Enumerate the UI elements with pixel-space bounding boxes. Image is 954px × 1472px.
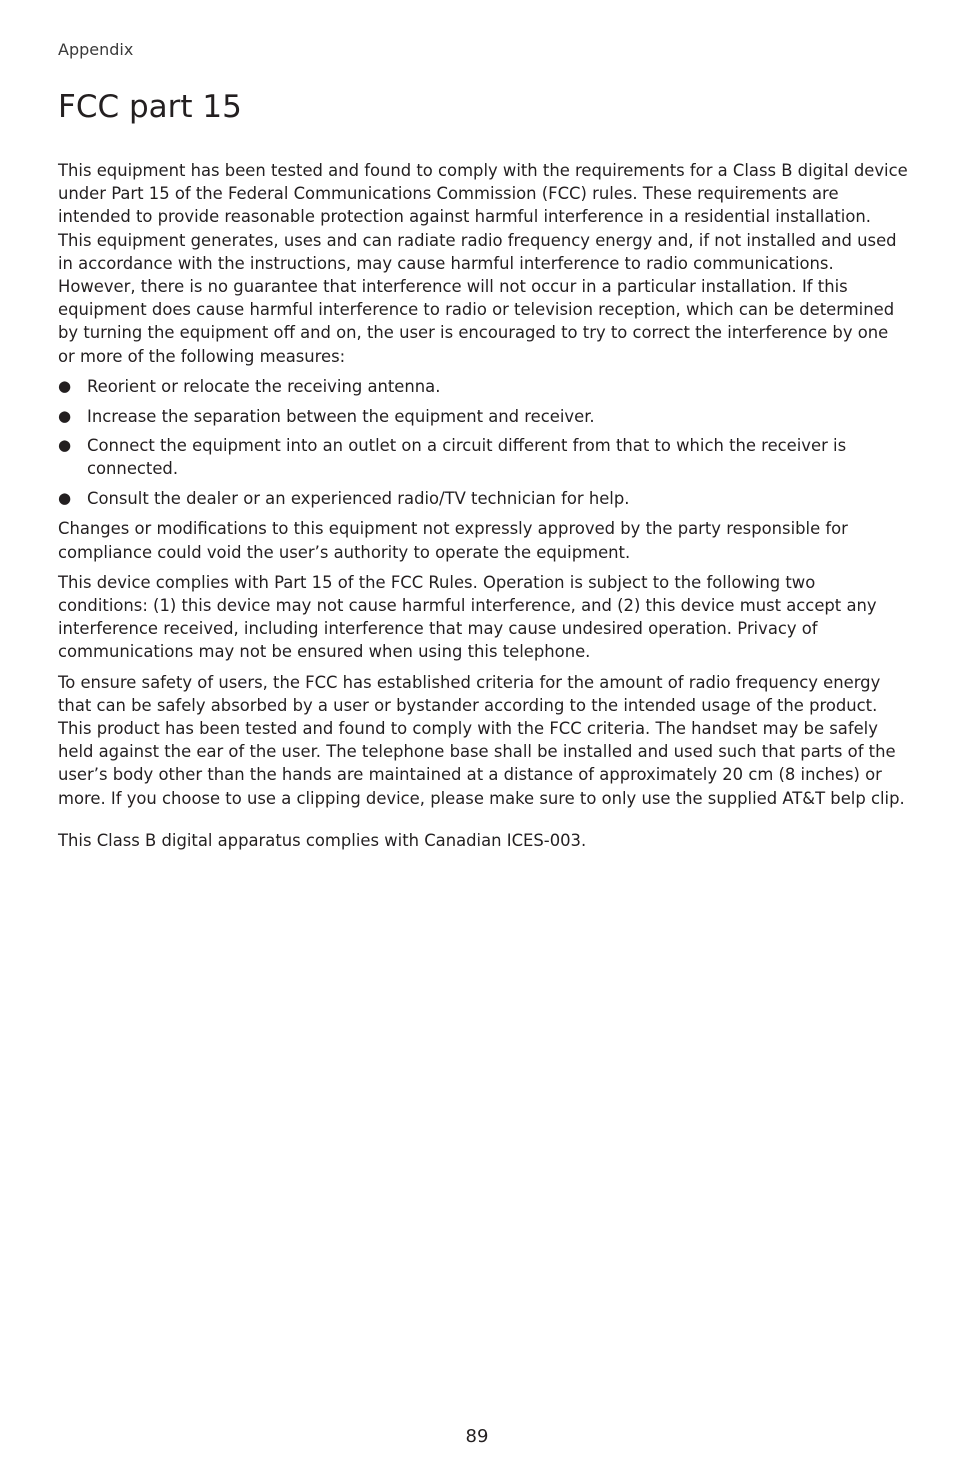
list-item — [58, 487, 908, 510]
section-label: Appendix — [58, 40, 134, 59]
measure-text: Consult the dealer or an experienced radio/TV technician for help. — [87, 489, 630, 509]
document-body — [58, 159, 908, 859]
bullet-icon: ● — [58, 436, 72, 455]
measure-text: Increase the separation between the equipment and receiver. — [87, 406, 595, 426]
canada-paragraph: This Class B digital apparatus complies with Canadian ICES-003. — [58, 830, 587, 850]
bullet-icon: ● — [58, 406, 72, 425]
measure-text: Connect the equipment into an outlet on a circuit different from that to which the receiver is connected. — [87, 436, 847, 479]
measures-list — [58, 375, 908, 511]
compliance-paragraph: This device complies with Part 15 of the FCC Rules. Operation is subject to the following two conditions: (1) this device may not cause harmful interference, and (2) this device must accept any interference received, including interference that may cause undesired operation. Privacy of communications may not be ensured when using this telephone. — [58, 572, 877, 662]
page-number: 89 — [465, 1426, 489, 1447]
changes-paragraph: Changes or modifications to this equipment not expressly approved by the party responsible for compliance could void the user’s authority to operate the equipment. — [58, 519, 848, 562]
list-item — [58, 375, 908, 398]
safety-paragraph: To ensure safety of users, the FCC has established criteria for the amount of radio frequency energy that can be safely absorbed by a user or bystander according to the intended usage of the product. This product has been tested and found to comply with the FCC criteria. The handset may be safely held against the ear of the user. The telephone base shall be installed and used such that parts of the user’s body other than the hands are maintained at a distance of approximately 20 cm (8 inches) or more. If you choose to use a clipping device, please make sure to only use the supplied AT&T belp clip. — [58, 672, 905, 808]
bullet-icon: ● — [58, 376, 72, 395]
page-title: FCC part 15 — [58, 89, 242, 125]
bullet-icon: ● — [58, 489, 72, 508]
list-item — [58, 434, 908, 480]
measure-text: Reorient or relocate the receiving antenna. — [87, 376, 441, 396]
list-item — [58, 405, 908, 428]
intro-paragraph: This equipment has been tested and found to comply with the requirements for a Class B digital device under Part 15 of the Federal Communications Commission (FCC) rules. These requirements are intended to provide reasonable protection against harmful interference in a residential installation. This equipment generates, uses and can radiate radio frequency energy and, if not installed and used in accordance with the instructions, may cause harmful interference to radio communications. However, there is no guarantee that interference will not occur in a particular installation. If this equipment does cause harmful interference to radio or television reception, which can be determined by turning the equipment off and on, the user is encouraged to try to correct the interference by one or more of the following measures: — [58, 161, 908, 366]
